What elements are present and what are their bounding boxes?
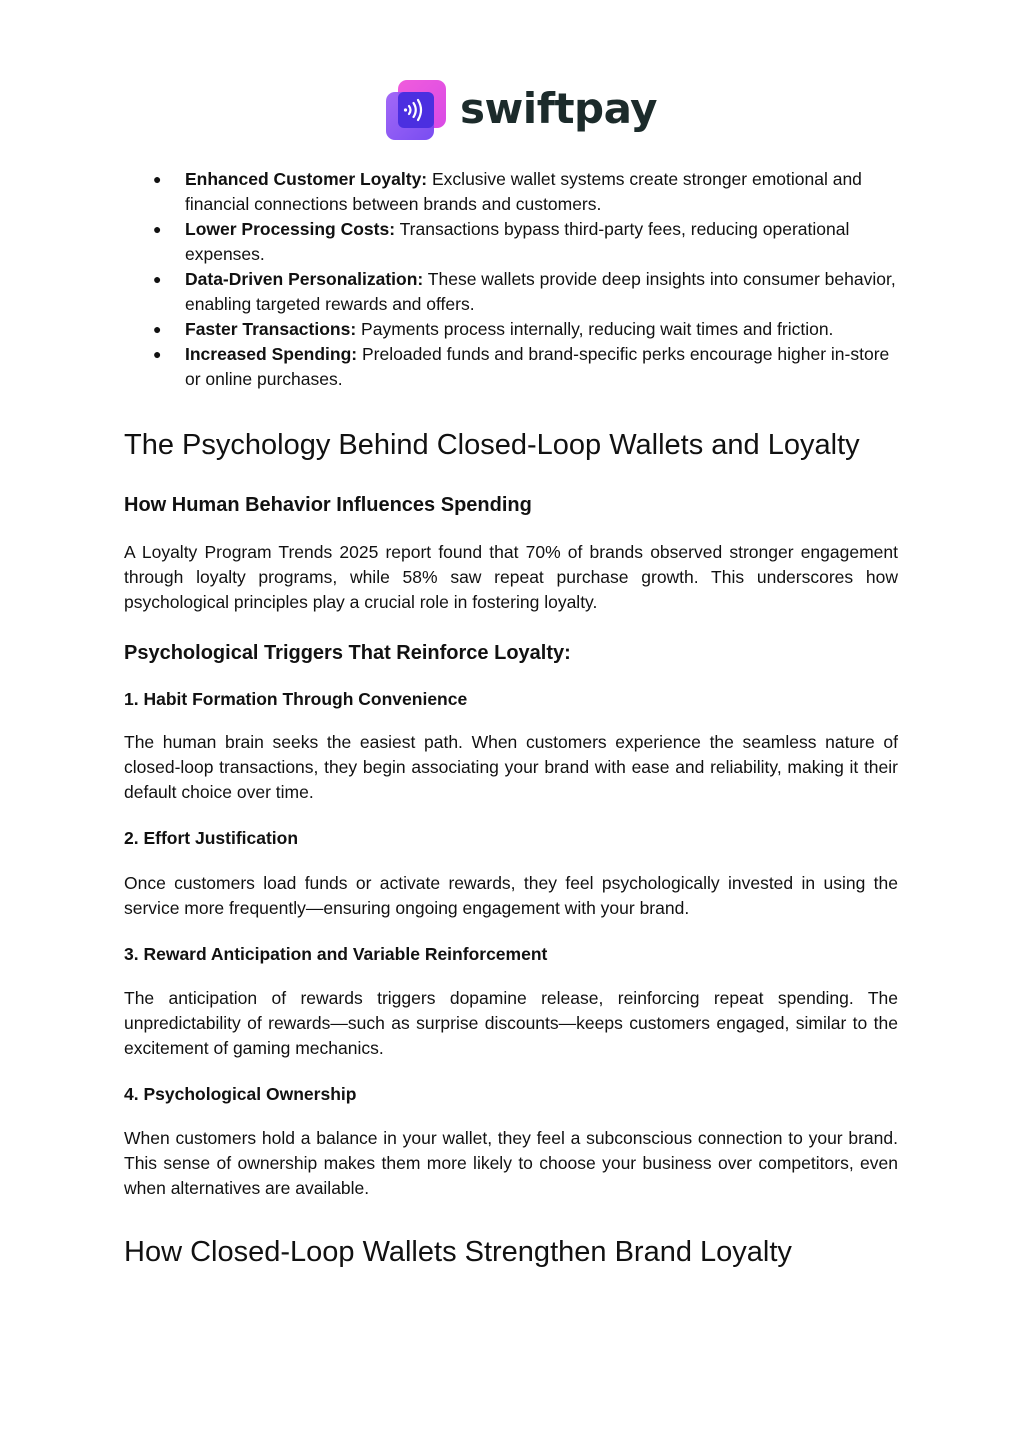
benefit-text: Preloaded funds and brand-specific perks encourage higher in-store or online purchases. (185, 344, 890, 389)
trigger-text: Once customers load funds or activate rewards, they feel psychologically invested in using the service more frequently—ensuring ongoing engagement with your brand. (124, 873, 898, 918)
contactless-wave-icon (386, 80, 448, 142)
trigger-text: The human brain seeks the easiest path. When customers experience the seamless nature of closed-loop transactions, they begin associating your brand with ease and reliability, making it their default choice over time. (124, 732, 898, 802)
trigger-heading: 4. Psychological Ownership (124, 1084, 357, 1104)
brand-logo (386, 80, 658, 144)
benefit-text: Transactions bypass third-party fees, reducing operational expenses. (185, 219, 850, 264)
bullet-icon: ● (153, 346, 162, 362)
benefit-term: Faster Transactions: (185, 319, 357, 339)
bullet-icon: ● (153, 221, 162, 237)
list-item (123, 217, 898, 267)
bullet-icon: ● (153, 171, 162, 187)
benefit-term: Data-Driven Personalization: (185, 269, 424, 289)
trigger-text: The anticipation of rewards triggers dopamine release, reinforcing repeat spending. The unpredictability of rewards—such as surprise discounts—keeps customers engaged, similar to the excitement of gaming mechanics. (124, 988, 898, 1058)
trigger-heading: 1. Habit Formation Through Convenience (124, 689, 468, 709)
bullet-icon: ● (153, 271, 162, 287)
brand-wordmark: swiftpay (460, 84, 658, 133)
benefit-text: Exclusive wallet systems create stronger emotional and financial connections between brands and customers. (185, 169, 862, 214)
subheading-triggers: Psychological Triggers That Reinforce Loyalty: (124, 642, 571, 664)
section-title-psychology: The Psychology Behind Closed-Loop Wallets and Loyalty (124, 429, 860, 461)
benefit-text: These wallets provide deep insights into consumer behavior, enabling targeted rewards and offers. (185, 269, 896, 314)
benefit-text: Payments process internally, reducing wait times and friction. (356, 319, 834, 339)
benefits-list (124, 167, 898, 392)
paragraph-behavior: A Loyalty Program Trends 2025 report found that 70% of brands observed stronger engagement through loyalty programs, while 58% saw repeat purchase growth. This underscores how psychological principles play a crucial role in fostering loyalty. (124, 542, 898, 612)
section-title-brand-loyalty: How Closed-Loop Wallets Strengthen Brand Loyalty (124, 1236, 792, 1268)
trigger-text: When customers hold a balance in your wallet, they feel a subconscious connection to your brand. This sense of ownership makes them more likely to choose your business over competitors, even when alternatives are available. (124, 1128, 898, 1198)
list-item (123, 317, 898, 342)
benefit-term: Lower Processing Costs: (185, 219, 396, 239)
trigger-heading: 2. Effort Justification (124, 828, 299, 848)
bullet-icon: ● (153, 321, 162, 337)
benefit-term: Increased Spending: (185, 344, 358, 364)
list-item (123, 267, 898, 317)
list-item (123, 342, 898, 392)
list-item (123, 167, 898, 217)
trigger-heading: 3. Reward Anticipation and Variable Reinforcement (124, 944, 548, 964)
document-body (124, 167, 898, 1272)
subheading-behavior: How Human Behavior Influences Spending (124, 494, 532, 516)
benefit-term: Enhanced Customer Loyalty: (185, 169, 428, 189)
